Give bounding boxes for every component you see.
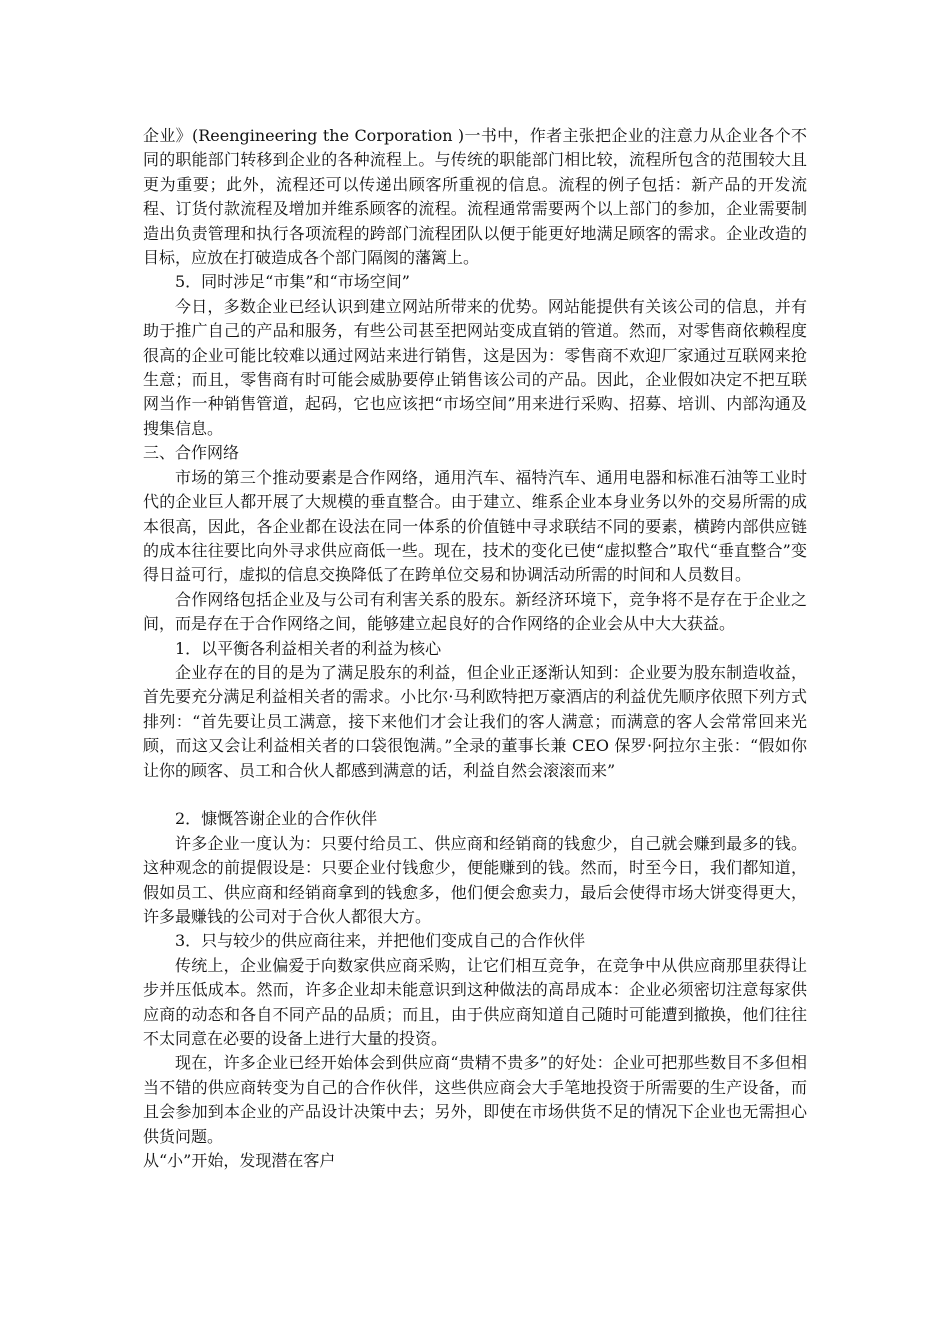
paragraph-quality-suppliers: 现在，许多企业已经开始体会到供应商“贵精不贵多”的好处：企业可把那些数目不多但相当不错的供应商转变为自己的合作伙伴，这些供应商会大手笔地投资于所需要的生产设备，而且会参加到本企业的产品设计决策中去；另外，即使在市场供货不足的情况下企业也无需担心供货问题。 (143, 1053, 807, 1146)
paragraph-pay-partners: 许多企业一度认为：只要付给员工、供应商和经销商的钱愈少，自己就会赚到最多的钱。这种观念的前提假设是：只要企业付钱愈少，便能赚到的钱。然而，时至今日，我们都知道，假如员工、供应商和经销商拿到的钱愈多，他们便会愈卖力，最后会使得市场大饼变得更大，许多最赚钱的公司对于合伙人都很大方。 (143, 833, 807, 926)
heading-marketplace-marketspace: 5．同时涉足“市集”和“市场空间” (175, 272, 410, 292)
paragraph-stakeholder-interests: 企业存在的目的是为了满足股东的利益，但企业正逐渐认知到：企业要为股东制造收益，首先要充分满足利益相关者的需求。小比尔·马利欧特把万豪酒店的利益优先顺序依照下列方式排列：“首先要让员工满意，接下来他们才会让我们的客人满意；而满意的客人会常常回来光顾，而这又会让利益相关者的口袋很饱满。”全录的董事长兼 CEO 保罗·阿拉尔主张：“假如你让你的顾客、员工和合伙人都感到满意的话，利益自然会滚滚而来” (143, 662, 807, 780)
paragraph-websites: 今日，多数企业已经认识到建立网站所带来的优势。网站能提供有关该公司的信息，并有助于推广自己的产品和服务，有些公司甚至把网站变成直销的管道。然而，对零售商依赖程度很高的企业可能比较难以通过网站来进行销售，这是因为：零售商不欢迎厂家通过互联网来抢生意；而且，零售商有时可能会威胁要停止销售该公司的产品。因此，企业假如决定不把互联网当作一种销售管道，起码，它也应该把“市场空间”用来进行采购、招募、培训、内部沟通及搜集信息。 (143, 296, 807, 438)
paragraph-traditional-suppliers: 传统上，企业偏爱于向数家供应商采购，让它们相互竞争，在竞争中从供应商那里获得让步并压低成本。然而，许多企业却未能意识到这种做法的高昂成本：企业必须密切注意每家供应商的动态和各自不同产品的品质；而且，由于供应商知道自己随时可能遭到撤换，他们往往不太同意在必要的设备上进行大量的投资。 (143, 955, 807, 1049)
paragraph-third-driver: 市场的第三个推动要素是合作网络，通用汽车、福特汽车、通用电器和标准石油等工业时代的企业巨人都开展了大规模的垂直整合。由于建立、维系企业本身业务以外的交易所需的成本很高，因此，各企业都在设法在同一体系的价值链中寻求联结不同的要素，横跨内部供应链的成本往往要比向外寻求供应商低一些。现在，技术的变化已使“虚拟整合”取代“垂直整合”变得日益可行，虚拟的信息交换降低了在跨单位交易和协调活动所需的时间和人员数目。 (143, 467, 807, 585)
paragraph-network-definition: 合作网络包括企业及与公司有利害关系的股东。新经济环境下，竞争将不是存在于企业之间，而是存在于合作网络之间，能够建立起良好的合作网络的企业会从中大大获益。 (143, 589, 807, 634)
heading-cooperative-network: 三、合作网络 (143, 443, 240, 463)
heading-reward-partners: 2．慷慨答谢企业的合作伙伴 (175, 809, 378, 829)
heading-balance-stakeholders: 1．以平衡各利益相关者的利益为核心 (175, 638, 442, 658)
heading-fewer-suppliers: 3．只与较少的供应商往来，并把他们变成自己的合作伙伴 (175, 931, 586, 951)
paragraph-reengineering: 企业》(Reengineering the Corporation )一书中，作者主张把企业的注意力从企业各个不同的职能部门转移到企业的各种流程上。与传统的职能部门相比较，流程所包含的范围较大且更为重要；此外，流程还可以传递出顾客所重视的信息。流程的例子包括：新产品的开发流程、订货付款流程及增加并维系顾客的流程。流程通常需要两个以上部门的参加，企业需要制造出负责管理和执行各项流程的跨部门流程团队以便于能更好地满足顾客的需求。企业改造的目标，应放在打破造成各个部门隔阂的藩篱上。 (143, 126, 807, 268)
document-page (143, 124, 807, 1173)
heading-start-small: 从“小”开始，发现潜在客户 (143, 1151, 336, 1171)
blank-line (143, 783, 807, 807)
